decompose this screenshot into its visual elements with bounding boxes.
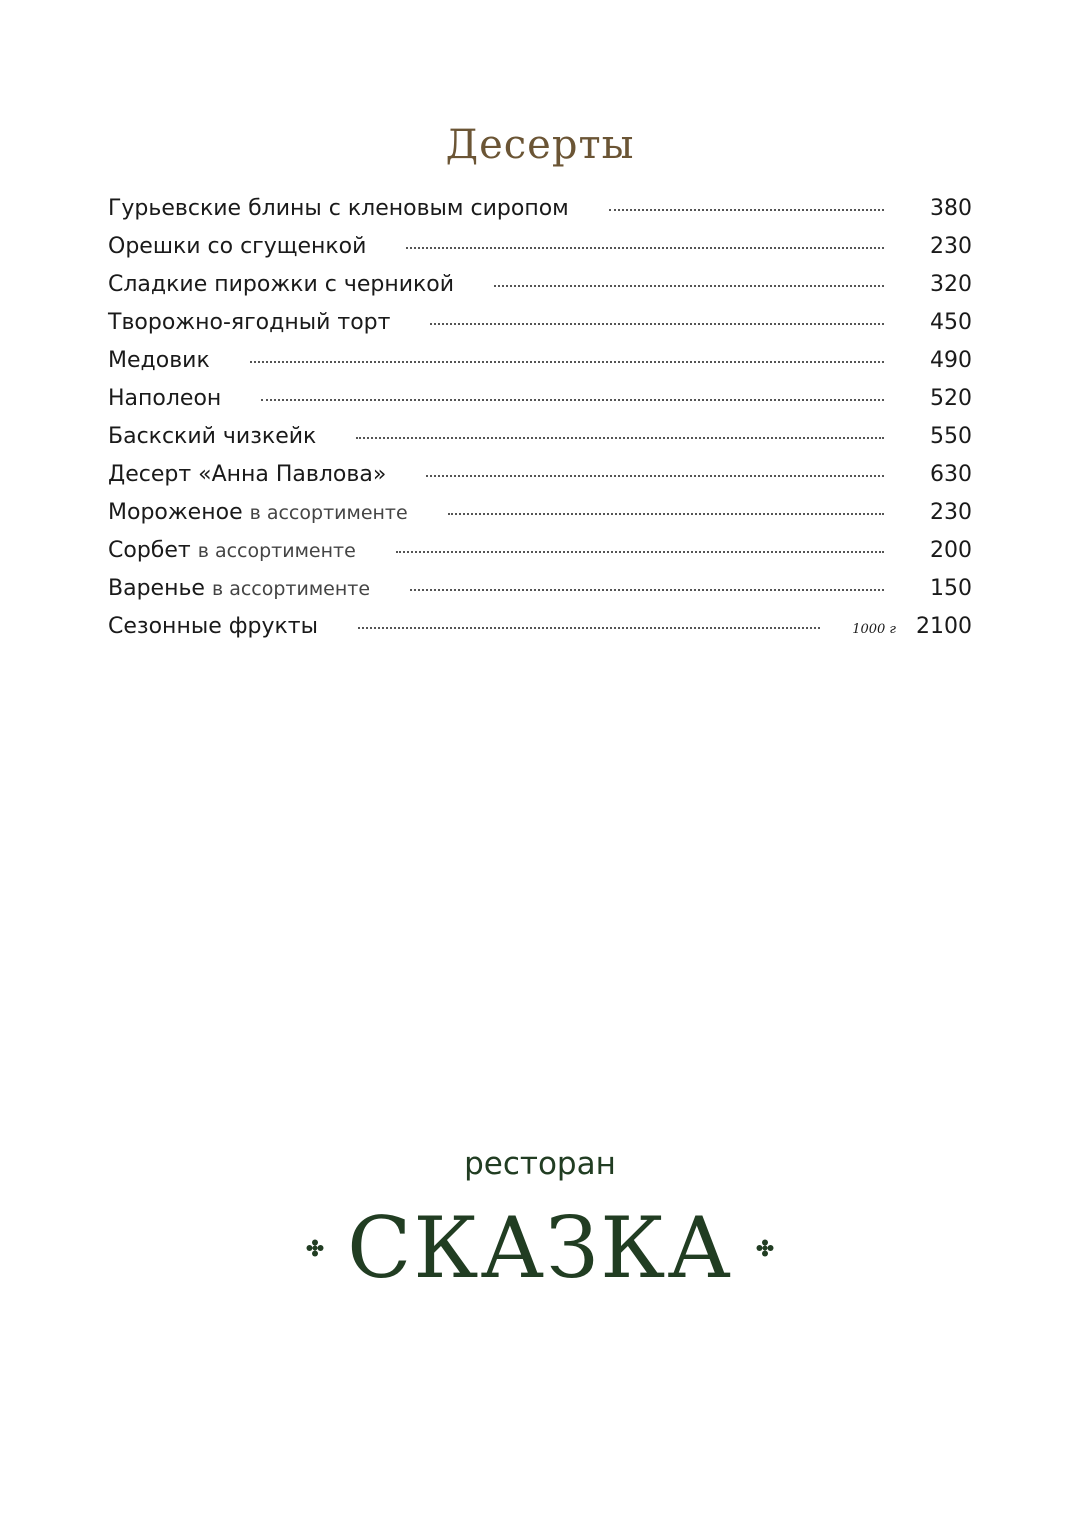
item-price: 490 <box>930 348 972 373</box>
menu-item <box>108 386 972 424</box>
item-price: 630 <box>930 462 972 487</box>
menu-item <box>108 538 972 576</box>
restaurant-logo <box>0 1200 1080 1296</box>
item-weight: 1000 г <box>852 622 896 637</box>
dot-leader <box>609 208 884 211</box>
item-price: 200 <box>930 538 972 563</box>
item-price: 320 <box>930 272 972 297</box>
item-note: в ассортименте <box>197 540 356 562</box>
menu-item <box>108 576 972 614</box>
dot-leader <box>426 474 884 477</box>
item-name: Сладкие пирожки с черникой <box>108 272 455 297</box>
four-petal-flower-icon <box>305 1238 325 1258</box>
restaurant-subtitle: ресторан <box>464 1146 616 1182</box>
menu-item <box>108 500 972 538</box>
menu-item <box>108 424 972 462</box>
menu-item <box>108 272 972 310</box>
item-price: 150 <box>930 576 972 601</box>
item-name: Орешки со сгущенкой <box>108 234 367 259</box>
dot-leader <box>448 512 884 515</box>
item-name: Наполеон <box>108 386 222 411</box>
dessert-menu-list <box>108 196 972 652</box>
dot-leader <box>494 284 884 287</box>
menu-item <box>108 348 972 386</box>
item-name: Баскский чизкейк <box>108 424 317 449</box>
logo-wordmark: СКАЗКА <box>347 1199 733 1297</box>
item-name: Варенье <box>108 576 205 601</box>
menu-item <box>108 310 972 348</box>
dot-leader <box>406 246 884 249</box>
item-note: в ассортименте <box>249 502 408 524</box>
dot-leader <box>430 322 884 325</box>
item-price: 230 <box>930 500 972 525</box>
dot-leader <box>410 588 884 591</box>
item-name: Мороженое <box>108 500 243 525</box>
dot-leader <box>396 550 884 553</box>
menu-title: Десерты <box>445 122 635 168</box>
menu-item <box>108 462 972 500</box>
item-name: Сезонные фрукты <box>108 614 318 639</box>
item-price: 2100 <box>916 614 972 639</box>
four-petal-flower-icon <box>755 1238 775 1258</box>
dot-leader <box>250 360 884 363</box>
dot-leader <box>358 626 820 629</box>
item-name: Гурьевские блины с кленовым сиропом <box>108 196 569 221</box>
item-price: 450 <box>930 310 972 335</box>
item-name: Творожно-ягодный торт <box>108 310 391 335</box>
menu-item <box>108 234 972 272</box>
item-note: в ассортименте <box>211 578 371 600</box>
item-price: 520 <box>930 386 972 411</box>
menu-item <box>108 196 972 234</box>
dot-leader <box>356 436 884 439</box>
item-name: Сорбет <box>108 538 191 563</box>
item-price: 550 <box>930 424 972 449</box>
item-price: 380 <box>930 196 972 221</box>
item-name: Медовик <box>108 348 210 373</box>
item-name: Десерт «Анна Павлова» <box>108 462 387 487</box>
item-price: 230 <box>930 234 972 259</box>
menu-item <box>108 614 972 652</box>
dot-leader <box>261 398 884 401</box>
